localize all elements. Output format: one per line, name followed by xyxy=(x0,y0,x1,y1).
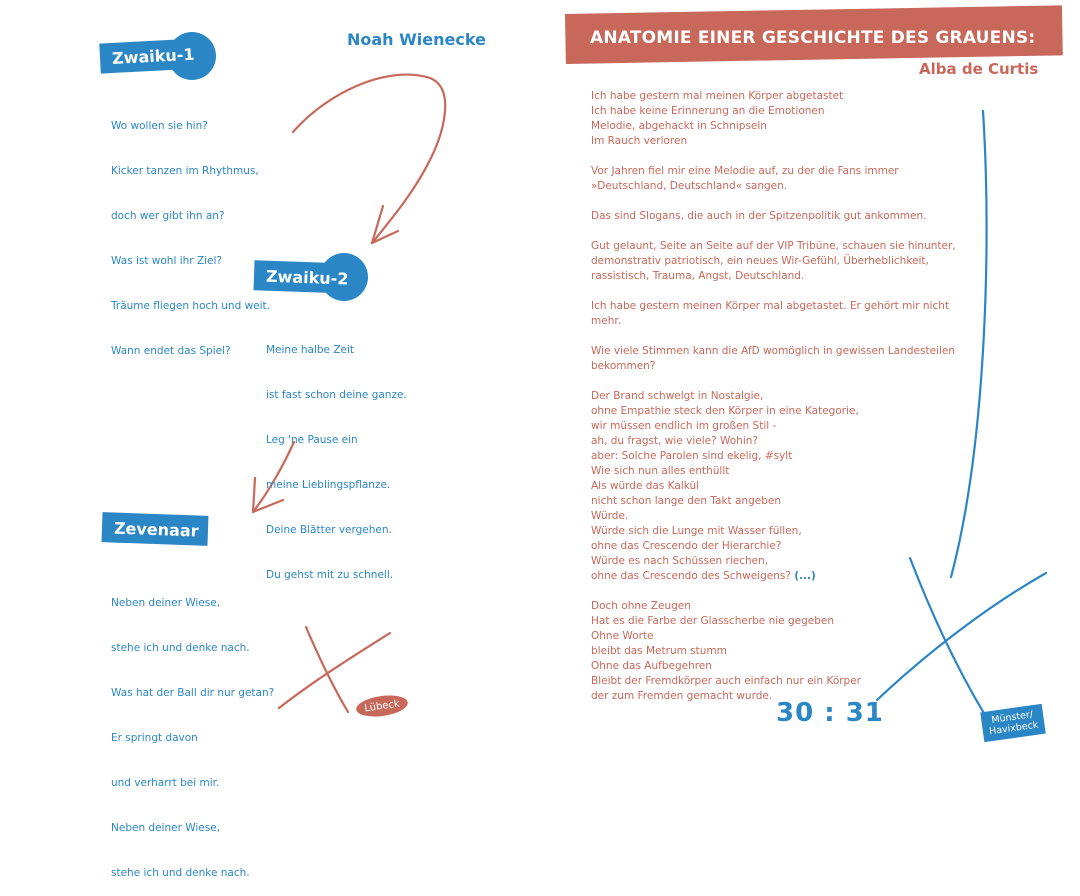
story-line: Bleibt der Fremdkörper auch einfach nur ein Körper xyxy=(591,675,862,687)
page-number-separator: : xyxy=(824,698,836,728)
story-title: ANATOMIE EINER GESCHICHTE DES GRAUENS: xyxy=(590,28,1036,48)
place-tag-muenster: Münster/ Havixbeck xyxy=(980,704,1046,742)
poem-line: Was ist wohl ihr Ziel? xyxy=(111,255,223,267)
story-line: Ich habe gestern mal meinen Körper abgetastet xyxy=(591,90,844,102)
story-line: wir müssen endlich im großen Stil - xyxy=(591,420,777,432)
poem-line: Du gehst mit zu schnell. xyxy=(266,569,394,581)
poem-line: Träume fliegen hoch und weit. xyxy=(111,300,270,312)
story-line: Hat es die Farbe der Glasscherbe nie gegeben xyxy=(591,615,834,627)
poem-line: stehe ich und denke nach. xyxy=(111,867,250,879)
poem-title-zevenaar: Zevenaar xyxy=(102,512,209,546)
poem-line: stehe ich und denke nach. xyxy=(111,642,250,654)
story-line: der zum Fremden gemacht wurde. xyxy=(591,690,773,702)
story-line: Wie sich nun alles enthüllt xyxy=(591,465,730,477)
poem-line: und verharrt bei mir. xyxy=(111,777,220,789)
poem-line: Deine Blätter vergehen. xyxy=(266,524,392,536)
poem-zwaiku-2 xyxy=(266,313,407,598)
page-number-right: 31 xyxy=(845,698,884,728)
story-line: mehr. xyxy=(591,315,622,327)
story-line: Wie viele Stimmen kann die AfD womöglich in gewissen Landesteilen xyxy=(591,345,955,357)
poem-title-zwaiku-1: Zwaiku-1 xyxy=(99,38,200,73)
poem-line: doch wer gibt ihn an? xyxy=(111,210,225,222)
story-line: rassistisch, Trauma, Angst, Deutschland. xyxy=(591,270,805,282)
page-numbers xyxy=(776,698,884,728)
story-line: Melodie, abgehackt in Schnipseln xyxy=(591,120,767,132)
poem-title-zwaiku-2: Zwaiku-2 xyxy=(254,260,355,293)
poem-line: Leg 'ne Pause ein xyxy=(266,434,358,446)
poem-zwaiku-1 xyxy=(111,89,270,374)
story-line: Gut gelaunt, Seite an Seite auf der VIP Tribüne, schauen sie hinunter, xyxy=(591,240,956,252)
story-line: Der Brand schwelgt in Nostalgie, xyxy=(591,390,764,402)
poem-line: Kicker tanzen im Rhythmus, xyxy=(111,165,259,177)
story-line: »Deutschland, Deutschland« sangen. xyxy=(591,180,788,192)
poem-line: Wann endet das Spiel? xyxy=(111,345,231,357)
poem-line: meine Lieblingspflanze. xyxy=(266,479,391,491)
story-line: Würde sich die Lunge mit Wasser füllen, xyxy=(591,525,802,537)
story-line: nicht schon lange den Takt angeben xyxy=(591,495,781,507)
right-author: Alba de Curtis xyxy=(919,60,1039,78)
story-text xyxy=(591,89,971,704)
page-number-left: 30 xyxy=(776,698,815,728)
story-line: Im Rauch verloren xyxy=(591,135,688,147)
story-line: Würde. xyxy=(591,510,629,522)
story-line: Ohne Worte xyxy=(591,630,654,642)
poem-line: ist fast schon deine ganze. xyxy=(266,389,407,401)
story-line: Ich habe keine Erinnerung an die Emotionen xyxy=(591,105,825,117)
story-line: bekommen? xyxy=(591,360,656,372)
poem-line: Neben deiner Wiese, xyxy=(111,597,221,609)
story-line: bleibt das Metrum stumm xyxy=(591,645,727,657)
poem-line: Neben deiner Wiese, xyxy=(111,822,221,834)
story-line: Ich habe gestern meinen Körper mal abgetastet. Er gehört mir nicht xyxy=(591,300,950,312)
ellipsis: (...) xyxy=(794,570,816,582)
story-line: demonstrativ patriotisch, ein neues Wir-Gefühl, Überheblichkeit, xyxy=(591,255,929,267)
story-line: Doch ohne Zeugen xyxy=(591,600,691,612)
story-line: ah, du fragst, wie viele? Wohin? xyxy=(591,435,758,447)
story-line: Würde es nach Schüssen riechen, xyxy=(591,555,769,567)
story-line: Als würde das Kalkül xyxy=(591,480,700,492)
poem-line: Wo wollen sie hin? xyxy=(111,120,208,132)
poem-zevenaar xyxy=(111,566,274,896)
story-line: aber: Solche Parolen sind ekelig, #sylt xyxy=(591,450,793,462)
left-author: Noah Wienecke xyxy=(347,30,486,49)
story-line-text: ohne das Crescendo des Schweigens? xyxy=(591,570,791,582)
story-line: ohne das Crescendo der Hierarchie? xyxy=(591,540,782,552)
story-line: Vor Jahren fiel mir eine Melodie auf, zu der die Fans immer xyxy=(591,165,899,177)
story-line: Ohne das Aufbegehren xyxy=(591,660,712,672)
place-tag-luebeck: Lübeck xyxy=(355,692,409,719)
poem-line: Er springt davon xyxy=(111,732,198,744)
poem-line: Was hat der Ball dir nur getan? xyxy=(111,687,275,699)
story-line: ohne Empathie steck den Körper in eine Kategorie, xyxy=(591,405,859,417)
poem-line: Meine halbe Zeit xyxy=(266,344,355,356)
story-line: Das sind Slogans, die auch in der Spitzenpolitik gut ankommen. xyxy=(591,210,927,222)
story-line xyxy=(591,569,971,584)
